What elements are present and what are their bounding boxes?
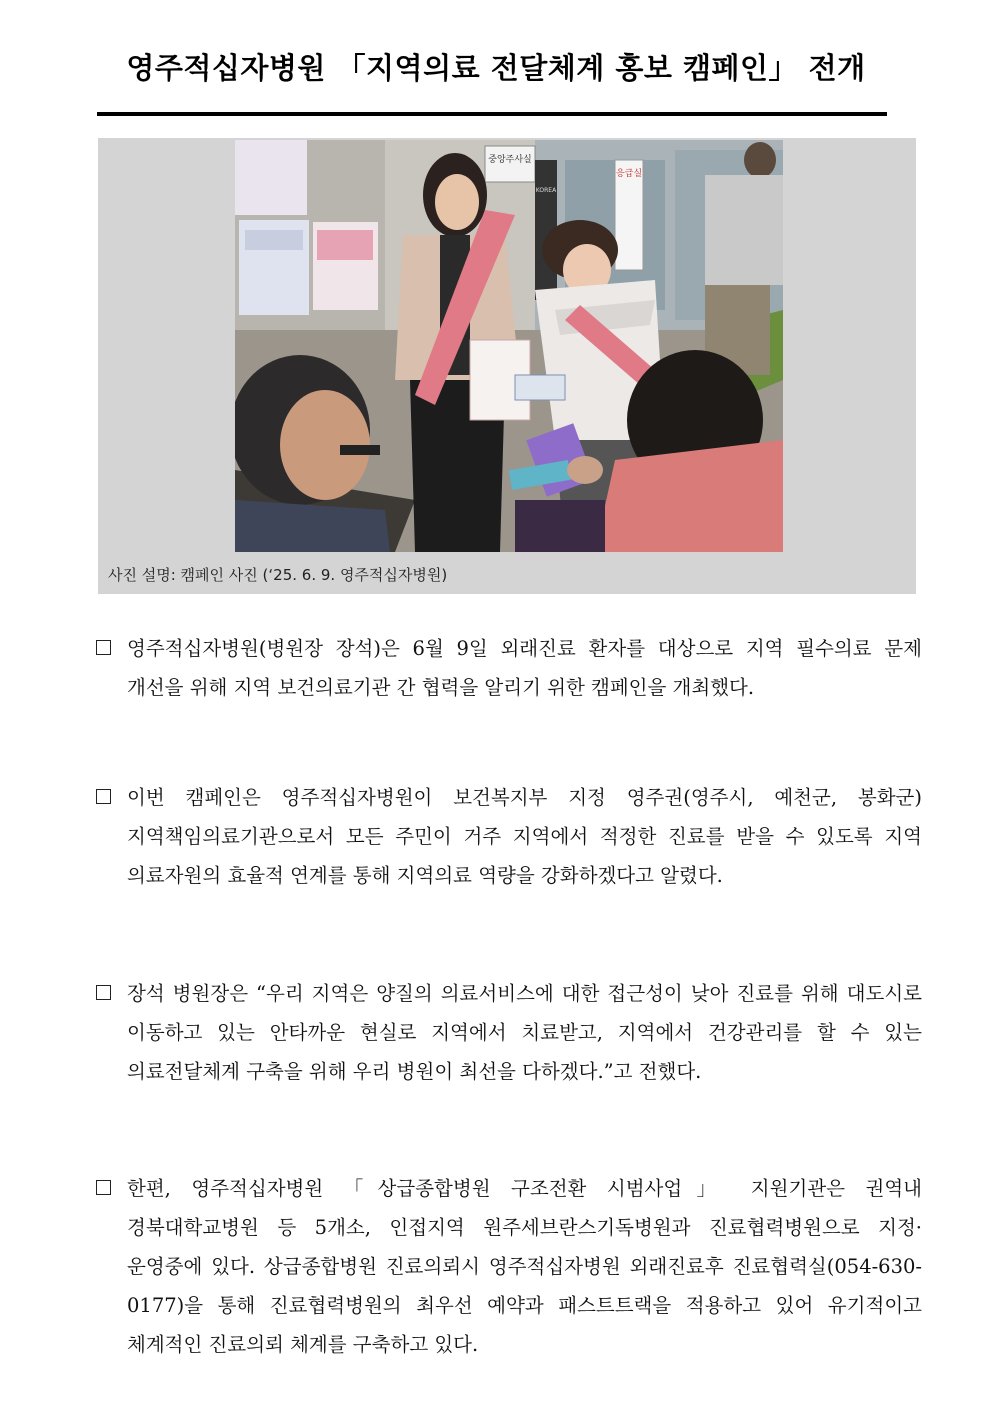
- shirt-text: KOREA: [535, 187, 557, 194]
- emergency-sign: 응급실: [615, 169, 643, 179]
- campaign-photo: [235, 140, 783, 552]
- paragraph-2: [96, 778, 922, 895]
- checkbox-bullet: [96, 1180, 111, 1195]
- title-divider: [97, 112, 887, 116]
- photo-caption: 사진 설명: 캠페인 사진 (‘25. 6. 9. 영주적십자병원): [108, 566, 448, 584]
- checkbox-bullet: [96, 640, 111, 655]
- paragraph-text: 한편, 영주적십자병원 「상급종합병원 구조전환 시범사업」 지원기관은 권역내 경북대학교병원 등 5개소, 인접지역 원주세브란스기독병원과 진료협력병원으로 지정·운영중에 있다. 상급종합병원 진료의뢰시 영주적십자병원 외래진료후 진료협력실(054-630-0177)을 통해 진료협력병원의 최우선 예약과 패스트트랙을 적용하고 있어 유기적이고 체계적인 진료의뢰 체계를 구축하고 있다.: [127, 1177, 922, 1356]
- page-title: 영주적십자병원 「지역의료 전달체계 홍보 캠페인」 전개: [126, 51, 866, 85]
- paragraph-text: 장석 병원장은 “우리 지역은 양질의 의료서비스에 대한 접근성이 낮아 진료를 위해 대도시로 이동하고 있는 안타까운 현실로 지역에서 치료받고, 지역에서 건강관리를 할 수 있는 의료전달체계 구축을 위해 우리 병원이 최선을 다하겠다.”고 전했다.: [127, 982, 922, 1083]
- checkbox-bullet: [96, 789, 111, 804]
- checkbox-bullet: [96, 985, 111, 1000]
- photo-frame: [98, 138, 916, 594]
- paragraph-1: [96, 629, 922, 707]
- paragraph-4: [96, 1169, 922, 1364]
- paragraph-text: 영주적십자병원(병원장 장석)은 6월 9일 외래진료 환자를 대상으로 지역 필수의료 문제 개선을 위해 지역 보건의료기관 간 협력을 알리기 위한 캠페인을 개최했다.: [127, 637, 922, 699]
- paragraph-3: [96, 974, 922, 1091]
- paragraph-text: 이번 캠페인은 영주적십자병원이 보건복지부 지정 영주권(영주시, 예천군, 봉화군) 지역책임의료기관으로서 모든 주민이 거주 지역에서 적정한 진료를 받을 수 있도록 지역 의료자원의 효율적 연계를 통해 지역의료 역량을 강화하겠다고 알렸다.: [127, 786, 922, 887]
- central-sign: 중앙주사실: [488, 155, 532, 165]
